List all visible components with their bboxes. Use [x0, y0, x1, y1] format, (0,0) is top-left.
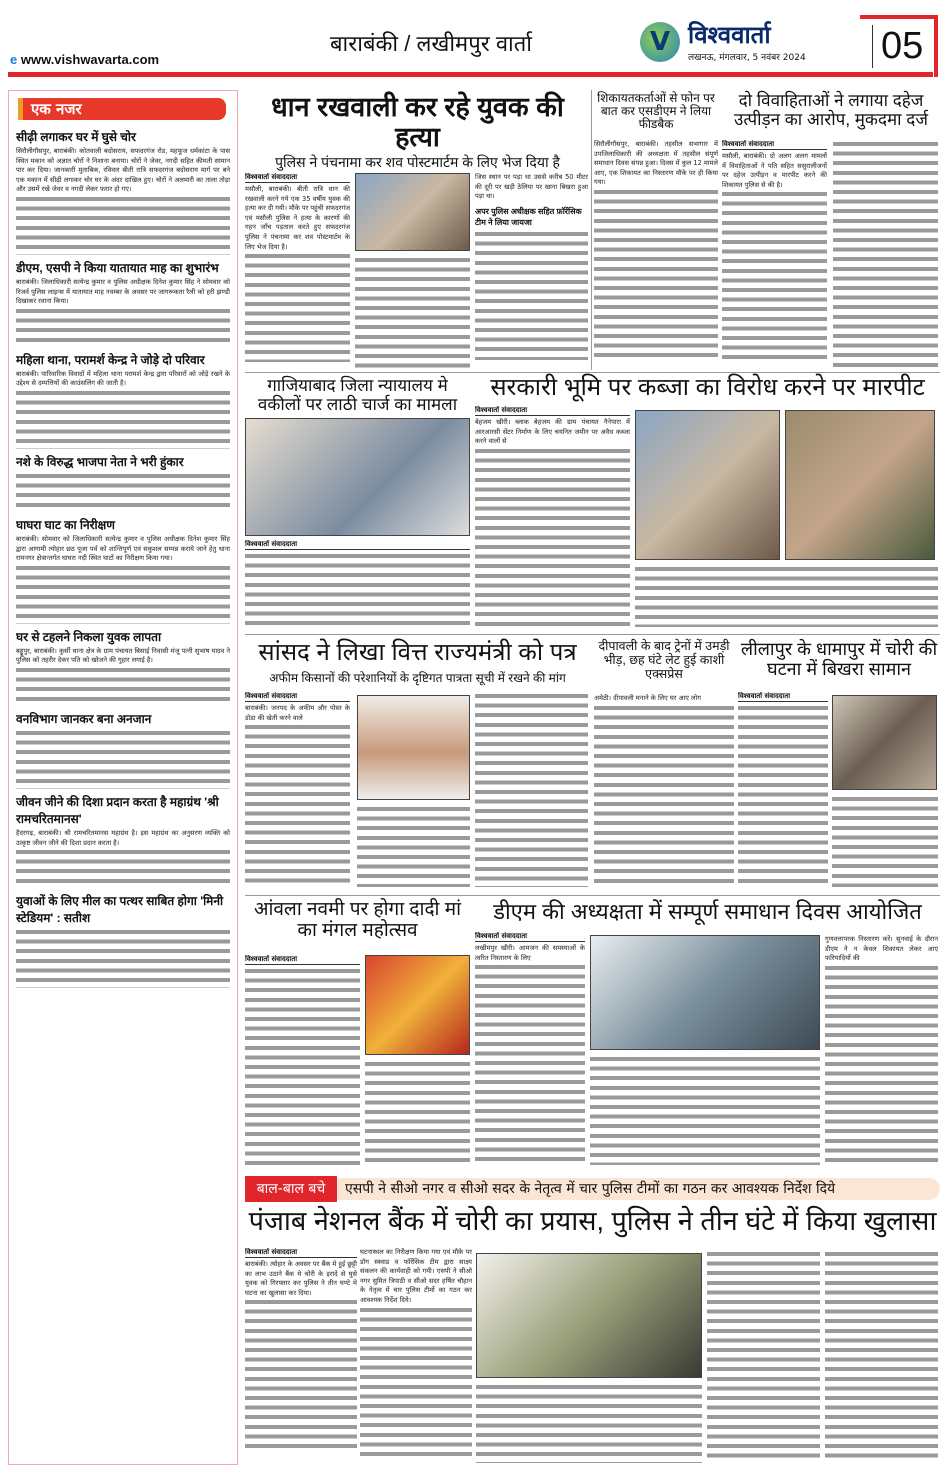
brief-item: [16, 892, 230, 988]
story-samadhan-col1: [475, 932, 585, 1165]
header-divider: [8, 72, 933, 77]
brief-body: हैदरगढ़, बाराबंकी। श्री रामचरितमानस महाग्रंथ है। इस महाग्रंथ का अनुसरण व्यक्ति को उत्कृष्ट जीवन जीने की दिशा प्रदान करता है।: [16, 828, 230, 847]
accused-photo-2: [785, 410, 935, 560]
story-trains: [594, 694, 734, 887]
ek-nazar-label: एक नजर: [18, 98, 226, 120]
brief-item: [16, 628, 230, 706]
text-filler: [16, 666, 230, 706]
brand-name: विश्ववार्ता: [688, 21, 771, 49]
brief-item: [16, 128, 230, 255]
story-body: सिरौलीगौसपुर, बाराबंकी। तहसील सभागार में उपजिलाधिकारी की अध्यक्षता में तहसील संपूर्ण समाधान दिवस संपन्न हुआ। दिवस में कुल 12 मामले आए, एक शिकायत का निस्तारण मौके पर ही किया गया।: [594, 140, 718, 187]
byline: विश्ववार्ता संवाददाता: [475, 932, 585, 942]
website-url: www.vishwavarta.com: [20, 52, 160, 67]
text-filler: [16, 472, 230, 512]
story-murder-col1: [245, 173, 350, 369]
story-pnb-col4: [707, 1250, 820, 1463]
mp-photo: [357, 695, 470, 800]
byline: विश्ववार्ता संवाददाता: [245, 173, 350, 183]
subhead-mp-letter: अफीम किसानों की परेशानियों के दृष्टिगत पात्रता सूची में रखने की मांग: [269, 671, 566, 685]
story-dowry-col1: [722, 140, 827, 368]
story-body: गुणवत्तापरक निस्तारण करें। सुनवाई के दौरान डीएम ने न केवल शिकायत लेकर आए फरियादियों की: [825, 935, 938, 963]
story-land-col2: [635, 565, 938, 627]
brief-item: [16, 259, 230, 347]
story-mp-col1: [245, 692, 350, 887]
brief-headline: घर से टहलने निकला युवक लापता: [16, 629, 162, 644]
story-dowry-col2: [833, 140, 938, 368]
story-body: बेहजम खीरी। ब्लाक बेहजम की ग्राम पंचायत नैनेपारा में आरआरसी सेंटर निर्माण के लिए चयनित जमीन पर अवैध कब्जा करने वालों से: [475, 418, 630, 446]
story-body: मसौली, बाराबंकी। बीती रात्रि धान की रखवाली करने गये एक 35 वर्षीय युवक की हत्या कर दी गयी। मौके पर पहुंची सफदरगंज एवं मसौली पुलिस ने हत्या के कारणों की गहन जाँच पड़ताल करते हुए सफदरगंज पुलिस ने पंचनामा कर शव पोस्टमार्टम के लिए भेज दिया है।: [245, 185, 350, 251]
brief-headline: नशे के विरुद्ध भाजपा नेता ने भरी हुंकार: [16, 454, 184, 469]
brief-headline: वनविभाग जानकर बना अनजान: [16, 711, 152, 726]
headline-theft: लीलापुर के धामापुर में चोरी की घटना में बिखरा सामान: [740, 639, 938, 679]
headline-lawyers: गाजियाबाद जिला न्यायालय मे वकीलों पर लाठी चार्ज का मामला: [257, 376, 458, 414]
deity-photo: [365, 955, 470, 1055]
brief-body: बाराबंकी। पारिवारिक विवादों में महिला थाना परामर्श केन्द्र द्वारा परिवारों को जोड़े रखने के उद्देश्य से दम्पत्तियों की काउंसलिंग की जाती है।: [16, 369, 230, 388]
brief-item: [16, 351, 230, 449]
text-filler: [16, 389, 230, 449]
accused-photo-1: [635, 410, 780, 560]
brief-headline: सीढ़ी लगाकर घर में घुसे चोर: [16, 130, 136, 144]
byline: विश्ववार्ता संवाददाता: [245, 1248, 357, 1258]
story-theft-col1: [738, 692, 828, 887]
subhead-murder: पुलिस ने पंचनामा कर शव पोस्टमार्टम के लिए भेज दिया है: [275, 154, 560, 170]
story-amla-col2: [365, 1060, 470, 1165]
headline-land: सरकारी भूमि पर कब्जा का विरोध करने पर मारपीट: [490, 374, 925, 401]
story-murder-col3: [475, 173, 588, 369]
story-pnb-col2: [360, 1248, 472, 1463]
brand-logo-icon: V: [640, 22, 680, 62]
brief-body: बड्डूपुर, बाराबंकी। कुर्सी थाना क्षेत्र के ग्राम पंचायत बिसाई निवासी मंजू पत्नी सुभाष यादव ने पुलिस को तहरीर देकर पति को खोजने की गुहार लगाई है।: [16, 646, 230, 665]
story-pnb-col1: [245, 1248, 357, 1463]
text-filler: [16, 729, 230, 789]
crosshead: अपर पुलिस अधीक्षक सहित फ़ॉरेंसिक टीम ने लिया जायजा: [475, 206, 582, 227]
story-pnb-col5: [825, 1250, 938, 1463]
page-number: 05: [872, 25, 923, 68]
headline-feedback: शिकायतकर्ताओं से फोन पर बात कर एसडीएम ने लिया फीडबैक: [597, 91, 715, 132]
story-land-col1: [475, 406, 630, 628]
brief-body: सिरौलीगौसपुर, बाराबंकी। कोतवाली बदोसराय, सफदरगंज रोड, महफूज धर्मकांटा के पास स्थित मकान को अज्ञात चोरों ने निशाना बनाया। चोरों ने जेवर, नगदी सहित कीमती सामान पार कर दिया। जानकारी मुताबिक, रविवार बीती रात्रि सफदरगंज बदोसराय मार्ग पर बने एक मकान में सीढ़ी लगाकर चोर घर के अंदर दाखिल हुए। चोरों ने अलमारी का ताला तोड़ा और उसमें रखे जेवर व नगदी लेकर फरार हो गए।: [16, 147, 230, 194]
headline-pnb: पंजाब नेशनल बैंक में चोरी का प्रयास, पुलिस ने तीन घंटे में किया खुलासा: [248, 1206, 937, 1236]
story-body: बाराबंकी। त्योहार के अवसर पर बैंक मे हुई छुट्टी का लाभ उठाने बैंक मे चोरी के इरादे से घुसे युवक को गिरफ्तार कर पुलिस ने तीन घण्टे मे घटना का खुलासा कर दिया।: [245, 1260, 357, 1297]
headline-dowry: दो विवाहिताओं ने लगाया दहेज उत्पीड़न का आरोप, मुकदमा दर्ज: [734, 91, 928, 129]
story-murder-col2: [355, 256, 470, 368]
victim-photo: [355, 173, 470, 251]
headline-mp-letter: सांसद ने लिखा वित्त राज्यमंत्री को पत्र: [258, 639, 577, 666]
brief-headline: जीवन जीने की दिशा प्रदान करता है महाग्रंथ 'श्री रामचरितमानस': [16, 794, 219, 826]
brief-body: बाराबंकी। जिलाधिकारी सत्येन्द्र कुमार व पुलिस अधीक्षक दिनेश कुमार सिंह ने सोमवार को रिजर्व पुलिस लाइन्स में यातायात माह नवम्बर के अवसर पर जागरूकता रैली को हरी झण्डी दिखाकर रवाना किया।: [16, 277, 230, 306]
lawyers-photo: [245, 418, 470, 536]
samadhan-photo: [590, 935, 820, 1050]
byline: विश्ववार्ता संवाददाता: [245, 540, 470, 550]
text-filler: [16, 564, 230, 624]
text-filler: [16, 848, 230, 888]
story-pnb-col3: [476, 1383, 702, 1463]
story-samadhan-col2: [590, 1055, 820, 1165]
story-amla-col1: [245, 955, 360, 1165]
brief-item: [16, 516, 230, 624]
story-lawyers: [245, 540, 470, 628]
kicker-tag: बाल-बाल बचे: [245, 1176, 337, 1202]
byline: विश्ववार्ता संवाददाता: [475, 406, 630, 416]
byline: विश्ववार्ता संवाददाता: [738, 692, 828, 702]
text-filler: [16, 307, 230, 347]
byline: विश्ववार्ता संवाददाता: [245, 692, 350, 702]
brief-headline: डीएम, एसपी ने किया यातायात माह का शुभारंभ: [16, 260, 219, 275]
theft-photo: [832, 695, 937, 790]
story-body: अमेठी। दीपावली मनाने के लिए घर आए लोग: [594, 694, 701, 702]
story-mp-col2: [357, 805, 470, 887]
headline-murder: धान रखवाली कर रहे युवक की हत्या: [271, 92, 564, 152]
story-body: मसौली, बाराबंकी। दो अलग अलग मामलों में विवाहिताओं ने पति सहित ससुरालीजनों पर दहेज उत्पीड़न व मारपीट करने की शिकायत पुलिस से की है।: [722, 152, 827, 189]
brief-list: [16, 124, 230, 1459]
website-link[interactable]: [10, 52, 159, 67]
brief-item: [16, 453, 230, 512]
headline-amla: आंवला नवमी पर होगा दादी मां का मंगल महोत्सव: [253, 899, 462, 941]
story-body: जिस स्थान पर पड़ा था उससे करीब 50 मीटर की दूरी पर खड़ी ठेलिया पर खाना बिखरा हुआ पड़ा था।: [475, 173, 588, 201]
section-title: बाराबंकी / लखीमपुर वार्ता: [330, 31, 532, 56]
story-samadhan-col3: [825, 935, 938, 1165]
browser-icon: e: [10, 52, 21, 67]
headline-samadhan: डीएम की अध्यक्षता में सम्पूर्ण समाधान दिवस आयोजित: [493, 899, 922, 924]
story-body: लखीमपुर खीरी। आमजन की समस्याओं के त्वरित निस्तारण के लिए: [475, 944, 585, 962]
dateline: लखनऊ, मंगलवार, 5 नवंबर 2024: [688, 53, 806, 63]
story-theft-col2: [832, 795, 938, 887]
brief-headline: घाघरा घाट का निरीक्षण: [16, 517, 115, 532]
story-feedback: [594, 140, 718, 368]
brief-headline: युवाओं के लिए मील का पत्थर साबित होगा 'मिनी स्टेडियम' : सतीश: [16, 894, 224, 926]
police-press-photo: [476, 1253, 702, 1378]
brief-item: [16, 710, 230, 789]
brief-item: [16, 793, 230, 888]
byline: विश्ववार्ता संवाददाता: [722, 140, 827, 150]
story-body: बाराबंकी। जनपद के अफीम और पोस्त के डोडा की खेती करने वाले: [245, 704, 350, 722]
headline-trains: दीपावली के बाद ट्रेनों में उमड़ी भीड़, छह घंटे लेट हुई काशी एक्सप्रेस: [598, 639, 730, 681]
brief-headline: महिला थाना, परामर्श केन्द्र ने जोड़े दो परिवार: [16, 352, 205, 367]
kicker-text: एसपी ने सीओ नगर व सीओ सदर के नेतृत्व में चार पुलिस टीमों का गठन कर आवश्यक निर्देश दिये: [345, 1181, 836, 1197]
byline: विश्ववार्ता संवाददाता: [245, 955, 360, 965]
text-filler: [16, 928, 230, 988]
text-filler: [16, 195, 230, 255]
story-body: घटनास्थल का निरीक्षण किया गया एवं मौके पर डॉग स्क्वाड व फॉरेंसिक टीम द्वारा साक्ष्य संकलन की कार्यवाही को गयी। एसपी ने सीओ नगर सुमित त्रिपाठी व सीओ सदर हर्षित चौहान के नेतृत्व में चार पुलिस टीमों का गठन कर आवश्यक निर्देश दिये।: [360, 1248, 472, 1304]
story-mp-col3: [475, 692, 588, 887]
brief-body: बाराबंकी। सोमवार को जिलाधिकारी सत्येन्द्र कुमार व पुलिस अधीक्षक दिनेश कुमार सिंह द्वारा आगामी त्योहार छठ पूजा पर्व को शान्तिपूर्ण एवं सकुशल सम्पन्न कराये जाने हेतु थाना रामनगर क्षेत्रान्तर्गत घाघरा नदी स्थित घाटों का निरीक्षण किया गया।: [16, 534, 230, 563]
